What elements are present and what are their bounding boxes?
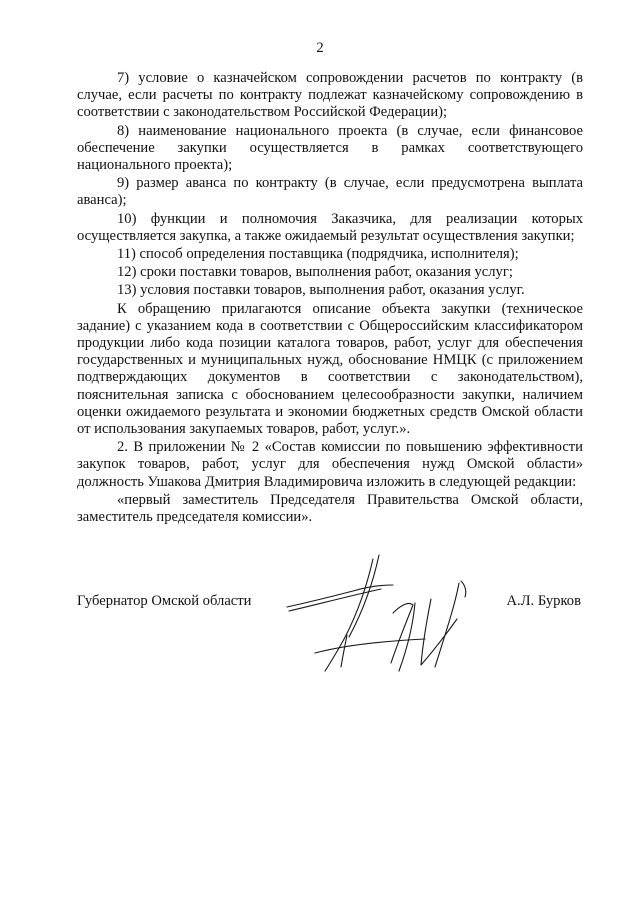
- paragraph-item-10: 10) функции и полномочия Заказчика, для реализации которых осуществляется закупка, а также ожидаемый результат осуществления закупки;: [77, 210, 583, 244]
- paragraph-item-11: 11) способ определения поставщика (подрядчика, исполнителя);: [117, 246, 519, 263]
- document-body: [77, 70, 583, 526]
- paragraph-item-13: 13) условия поставки товаров, выполнения работ, оказания услуг.: [117, 282, 525, 299]
- signatory-name: А.Л. Бурков: [506, 593, 581, 609]
- paragraph-item-12: 12) сроки поставки товаров, выполнения работ, оказания услуг;: [117, 264, 513, 281]
- paragraph-item-9: 9) размер аванса по контракту (в случае, если предусмотрена выплата аванса);: [77, 175, 583, 209]
- page-number: 2: [316, 40, 324, 56]
- paragraph-new-wording: «первый заместитель Председателя Правительства Омской области, заместитель председателя комиссии».: [77, 491, 583, 526]
- signatory-title: Губернатор Омской области: [77, 593, 252, 609]
- signature-block: [77, 593, 583, 613]
- handwritten-signature: [285, 545, 475, 685]
- paragraph-item-7: 7) условие о казначейском сопровождении расчетов по контракту (в случае, если расчеты по контракту подлежат казначейскому сопровождению в соответствии с законодательством Российской Федерации);: [77, 70, 583, 121]
- paragraph-point-2: 2. В приложении № 2 «Состав комиссии по повышению эффективности закупок товаров, работ, услуг для обеспечения нужд Омской области» должность Ушакова Дмитрия Владимировича изложить в следующей редакции:: [77, 439, 583, 490]
- paragraph-item-8: 8) наименование национального проекта (в случае, если финансовое обеспечение закупки осуществляется в рамках соответствующего национального проекта);: [77, 122, 583, 174]
- paragraph-attachments: К обращению прилагаются описание объекта закупки (техническое задание) с указанием кода в соответствии с Общероссийским классификатором продукции либо кода позиции каталога товаров, работ, услуг для обеспечения государственных и муниципальных нужд, обоснование НМЦК (с приложением подтверждающих документов в соответствии с законодательством), пояснительная записка с обоснованием целесообразности закупки, наличием оценки ожидаемого результата и экономии бюджетных средств Омской области от использования закупаемых товаров, работ, услуг.».: [77, 300, 583, 438]
